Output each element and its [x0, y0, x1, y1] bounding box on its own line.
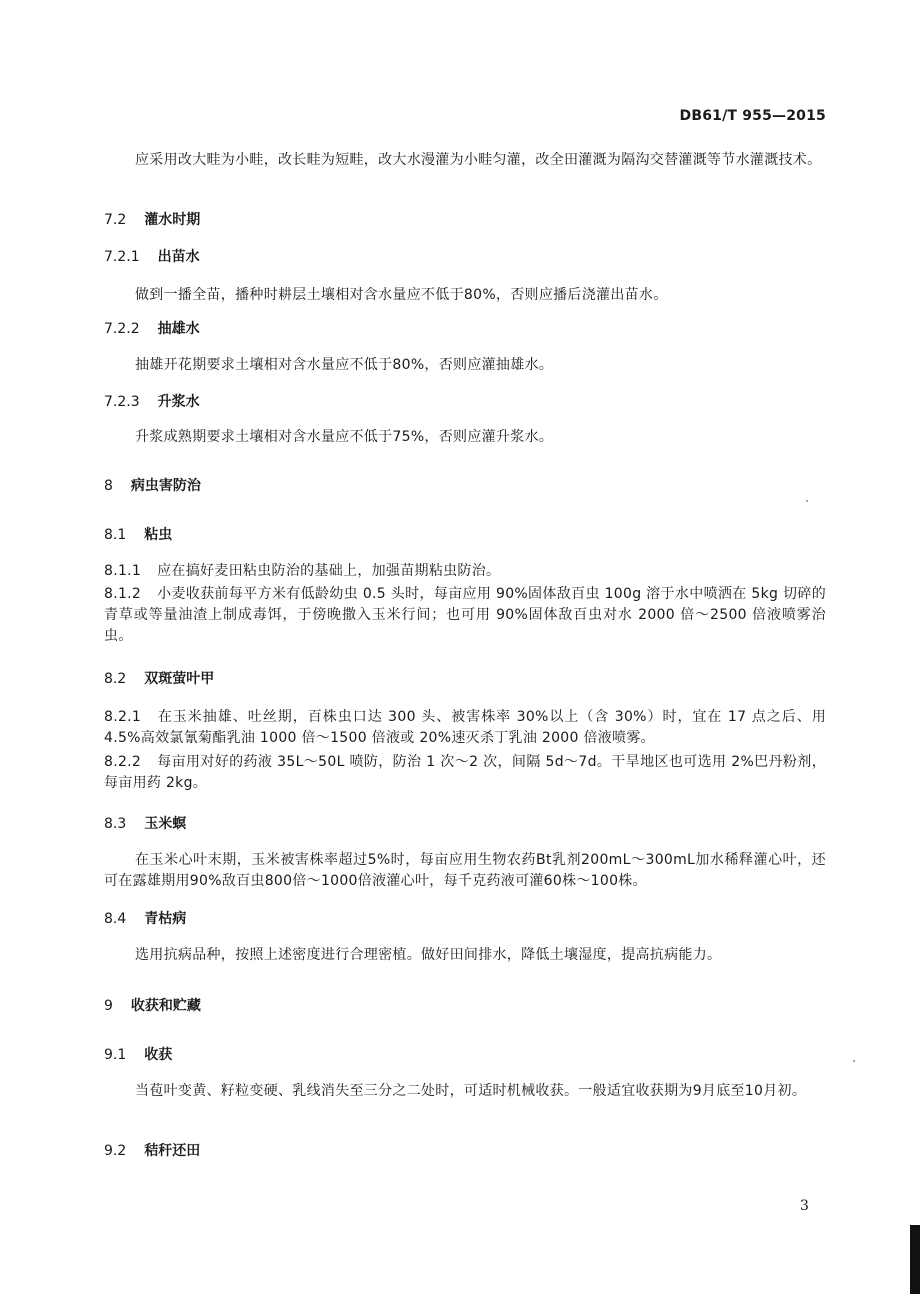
section-number: 7.2 [104, 212, 127, 228]
section-title: 收获和贮藏 [130, 998, 201, 1014]
section-number: 8.3 [104, 816, 127, 832]
clause-text: 每亩用对好的药液 35L～50L 喷防，防治 1 次～2 次，间隔 5d～7d。干旱地区也可选用 2%巴丹粉剂，每亩用药 2kg。 [104, 754, 826, 791]
heading-8-2 [104, 669, 826, 690]
scan-speck [853, 1060, 855, 1062]
heading-9 [104, 996, 826, 1017]
section-number: 9.1 [104, 1047, 127, 1063]
section-number: 8.4 [104, 911, 127, 927]
heading-7-2-1 [104, 247, 826, 268]
clause-8-1-1 [104, 561, 826, 582]
clause-number: 8.2.2 [104, 754, 142, 770]
section-number: 8.1 [104, 527, 127, 543]
section-title: 升浆水 [157, 394, 200, 410]
heading-9-1 [104, 1045, 826, 1066]
document-code: DB61/T 955—2015 [679, 108, 826, 124]
heading-8-3 [104, 814, 826, 835]
scan-speck [806, 500, 808, 502]
clause-number: 8.2.1 [104, 709, 142, 725]
clause-8-2-1 [104, 707, 826, 749]
heading-8-1 [104, 525, 826, 546]
clause-text: 在玉米抽雄、吐丝期，百株虫口达 300 头、被害株率 30%以上（含 30%）时，宜在 17 点之后、用 4.5%高效氯氰菊酯乳油 1000 倍～1500 倍液或 20%速灭杀丁乳油 2000 倍液喷雾。 [104, 709, 826, 746]
heading-9-2 [104, 1141, 826, 1162]
section-title: 双斑萤叶甲 [144, 671, 215, 687]
clause-8-2-2 [104, 752, 826, 794]
section-number: 8 [104, 478, 113, 494]
section-number: 9 [104, 998, 113, 1014]
paragraph-tasseling-water: 抽雄开花期要求土壤相对含水量应不低于80%，否则应灌抽雄水。 [135, 357, 554, 373]
heading-7-2-3 [104, 392, 826, 413]
section-number: 7.2.1 [104, 249, 140, 265]
heading-8-4 [104, 909, 826, 930]
heading-7-2 [104, 210, 826, 231]
section-number: 7.2.3 [104, 394, 140, 410]
section-title: 秸秆还田 [144, 1143, 201, 1159]
clause-8-1-2 [104, 584, 826, 647]
paragraph-emergence-water: 做到一播全苗，播种时耕层土壤相对含水量应不低于80%，否则应播后浇灌出苗水。 [135, 287, 668, 303]
section-number: 8.2 [104, 671, 127, 687]
heading-8 [104, 476, 826, 497]
section-title: 病虫害防治 [130, 478, 201, 494]
heading-7-2-2 [104, 319, 826, 340]
paragraph-corn-borer: 在玉米心叶末期，玉米被害株率超过5%时，每亩应用生物农药Bt乳剂200mL～300mL加水稀释灌心叶，还可在露雄期用90%敌百虫800倍～1000倍液灌心叶，每千克药液可灌60株～100株。 [104, 852, 826, 889]
paragraph-bacterial-wilt: 选用抗病品种，按照上述密度进行合理密植。做好田间排水，降低土壤湿度，提高抗病能力。 [135, 947, 722, 963]
section-title: 抽雄水 [157, 321, 200, 337]
page-number: 3 [800, 1198, 809, 1214]
paragraph-grain-filling-water: 升浆成熟期要求土壤相对含水量应不低于75%，否则应灌升浆水。 [135, 429, 554, 445]
section-title: 出苗水 [157, 249, 200, 265]
scan-edge-mark [910, 1225, 920, 1294]
section-title: 玉米螟 [144, 816, 187, 832]
section-number: 9.2 [104, 1143, 127, 1159]
clause-number: 8.1.1 [104, 563, 142, 579]
clause-text: 应在搞好麦田粘虫防治的基础上，加强苗期粘虫防治。 [157, 563, 501, 579]
section-title: 灌水时期 [144, 212, 201, 228]
section-title: 粘虫 [144, 527, 173, 543]
paragraph-irrigation-techniques: 应采用改大畦为小畦，改长畦为短畦，改大水漫灌为小畦匀灌，改全田灌溉为隔沟交替灌溉等节水灌溉技术。 [135, 152, 822, 168]
clause-number: 8.1.2 [104, 586, 142, 602]
section-number: 7.2.2 [104, 321, 140, 337]
paragraph-harvest: 当苞叶变黄、籽粒变硬、乳线消失至三分之二处时，可适时机械收获。一般适宜收获期为9月底至10月初。 [135, 1083, 807, 1099]
section-title: 青枯病 [144, 911, 187, 927]
clause-text: 小麦收获前每平方米有低龄幼虫 0.5 头时，每亩应用 90%固体敌百虫 100g 溶于水中喷洒在 5kg 切碎的青草或等量油渣上制成毒饵，于傍晚撒入玉米行间；也可用 90%固体敌百虫对水 2000 倍～2500 倍液喷雾治虫。 [104, 586, 826, 644]
section-title: 收获 [144, 1047, 173, 1063]
